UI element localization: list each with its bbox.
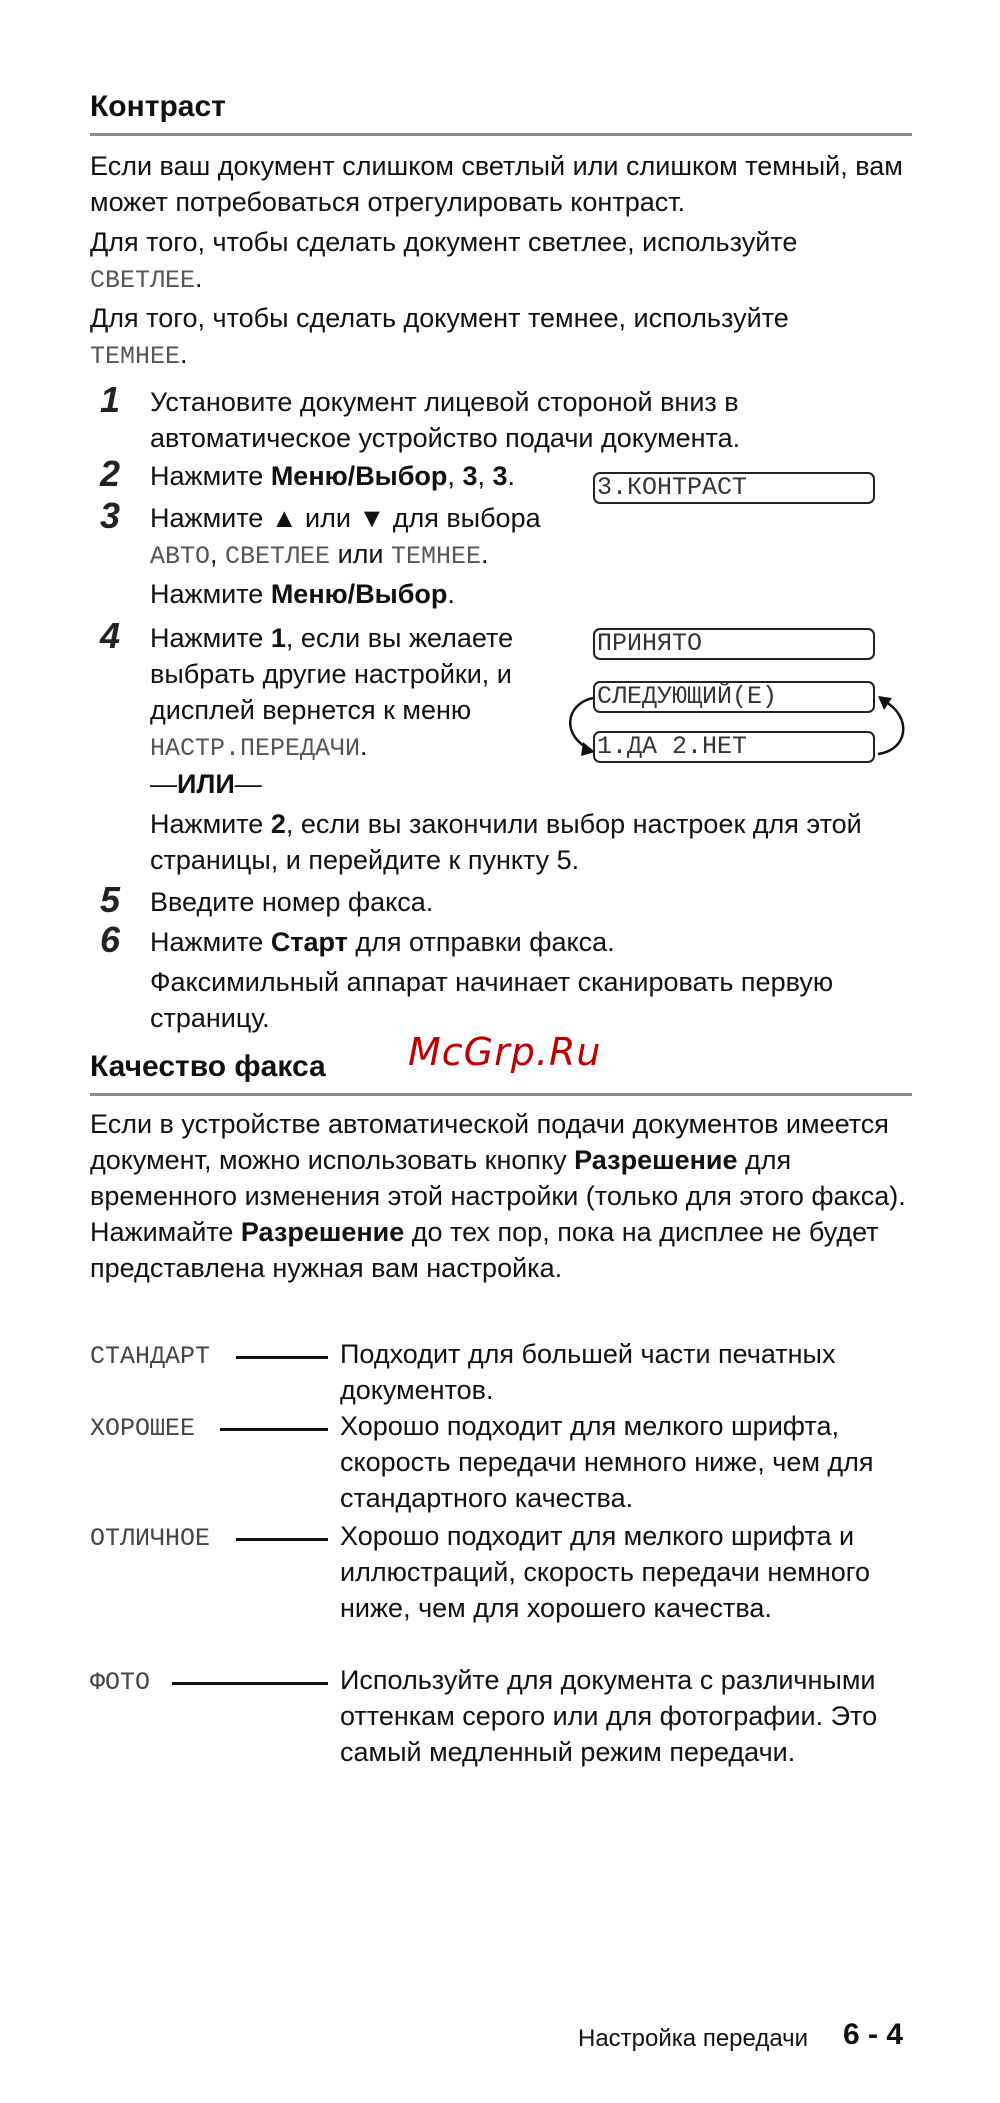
darker-code: ТЕМНЕЕ xyxy=(90,342,181,371)
menu-code: НАСТР.ПЕРЕДАЧИ xyxy=(150,734,361,763)
lighter-text: Для того, чтобы сделать документ светлее, используйте xyxy=(90,227,798,257)
quality-heading: Качество факса xyxy=(90,1050,326,1083)
step-number-1: 1 xyxy=(100,379,121,420)
option-darker: ТЕМНЕЕ xyxy=(390,542,481,571)
lighter-code: СВЕТЛЕЕ xyxy=(90,266,196,295)
option-desc-standard: Подходит для большей части печатных документов. xyxy=(340,1339,836,1405)
option-term-standard: СТАНДАРТ xyxy=(90,1342,211,1371)
option-desc-photo: Используйте для документа с различными оттенкам серого или для фотографии. Это самый медленный режим передачи. xyxy=(340,1665,878,1767)
option-desc-superfine: Хорошо подходит для мелкого шрифта и иллюстраций, скорость передачи немного ниже, чем для хорошего качества. xyxy=(340,1521,871,1623)
step-number-6: 6 xyxy=(100,919,121,960)
lcd-accepted: ПРИНЯТО xyxy=(593,628,875,660)
step-number-5: 5 xyxy=(100,879,121,920)
quality-intro: Если в устройстве автоматической подачи документов имеется документ, можно использовать кнопку Разрешение для временного изменения этой настройки (только для этого факса). Нажимайте Разрешение до тех пор, пока на дисплее не будет представлена нужная вам настройка. xyxy=(90,1109,906,1283)
heading-rule xyxy=(90,133,912,136)
option-lighter: СВЕТЛЕЕ xyxy=(225,542,331,571)
step-number-3: 3 xyxy=(100,495,121,536)
down-arrow-icon: ▼ xyxy=(358,503,386,533)
cycle-arrow-right-icon xyxy=(872,690,918,762)
leader-line xyxy=(236,1538,328,1541)
heading-rule xyxy=(90,1093,912,1096)
step-6-note: Факсимильный аппарат начинает сканировать первую страницу. xyxy=(150,967,834,1033)
cycle-arrow-left-icon xyxy=(555,690,603,762)
step-number-2: 2 xyxy=(100,453,121,494)
darker-paragraph: Для того, чтобы сделать документ темнее, используйте ТЕМНЕЕ. xyxy=(90,303,789,371)
lcd-contrast: 3.КОНТРАСТ xyxy=(593,472,875,504)
step-5-text: Введите номер факса. xyxy=(150,887,434,917)
lcd-next: СЛЕДУЮЩИЙ(Е) xyxy=(593,681,875,713)
leader-line xyxy=(220,1428,328,1431)
step-4-text: Нажмите 1, если вы желаете выбрать другие настройки, и дисплей вернется к меню НАСТР.ПЕРЕДАЧИ. xyxy=(150,623,514,763)
contrast-heading: Контраст xyxy=(90,90,226,123)
lighter-paragraph: Для того, чтобы сделать документ светлее, используйте СВЕТЛЕЕ. xyxy=(90,227,798,295)
step-6-text: Нажмите Старт для отправки факса. xyxy=(150,927,615,957)
option-term-photo: ФОТО xyxy=(90,1668,151,1697)
step-3-confirm: Нажмите Меню/Выбор. xyxy=(150,579,455,609)
up-arrow-icon: ▲ xyxy=(270,503,298,533)
watermark: McGrp.Ru xyxy=(408,1030,602,1074)
contrast-intro: Если ваш документ слишком светлый или слишком темный, вам может потребоваться отрегулировать контраст. xyxy=(90,151,903,217)
leader-line xyxy=(236,1356,328,1359)
step-3-text: Нажмите ▲ или ▼ для выбора АВТО, СВЕТЛЕЕ или ТЕМНЕЕ. xyxy=(150,503,541,571)
option-auto: АВТО xyxy=(150,542,211,571)
footer-section: Настройка передачи xyxy=(578,2025,809,2052)
page-number: 6 - 4 xyxy=(843,2018,904,2051)
or-separator: —ИЛИ— xyxy=(150,769,262,799)
leader-line xyxy=(172,1682,328,1685)
step-1-text: Установите документ лицевой стороной вниз в автоматическое устройство подачи документа. xyxy=(150,387,741,453)
darker-text: Для того, чтобы сделать документ темнее, используйте xyxy=(90,303,789,333)
lcd-yes-no: 1.ДА 2.НЕТ xyxy=(593,731,875,763)
option-term-fine: ХОРОШЕЕ xyxy=(90,1414,196,1443)
step-number-4: 4 xyxy=(100,615,121,656)
step-2-text: Нажмите Меню/Выбор, 3, 3. xyxy=(150,461,516,491)
step-4-alternative: Нажмите 2, если вы закончили выбор настроек для этой страницы, и перейдите к пункту 5. xyxy=(150,809,862,875)
option-desc-fine: Хорошо подходит для мелкого шрифта, скорость передачи немного ниже, чем для стандартного качества. xyxy=(340,1411,874,1513)
option-term-superfine: ОТЛИЧНОЕ xyxy=(90,1524,211,1553)
